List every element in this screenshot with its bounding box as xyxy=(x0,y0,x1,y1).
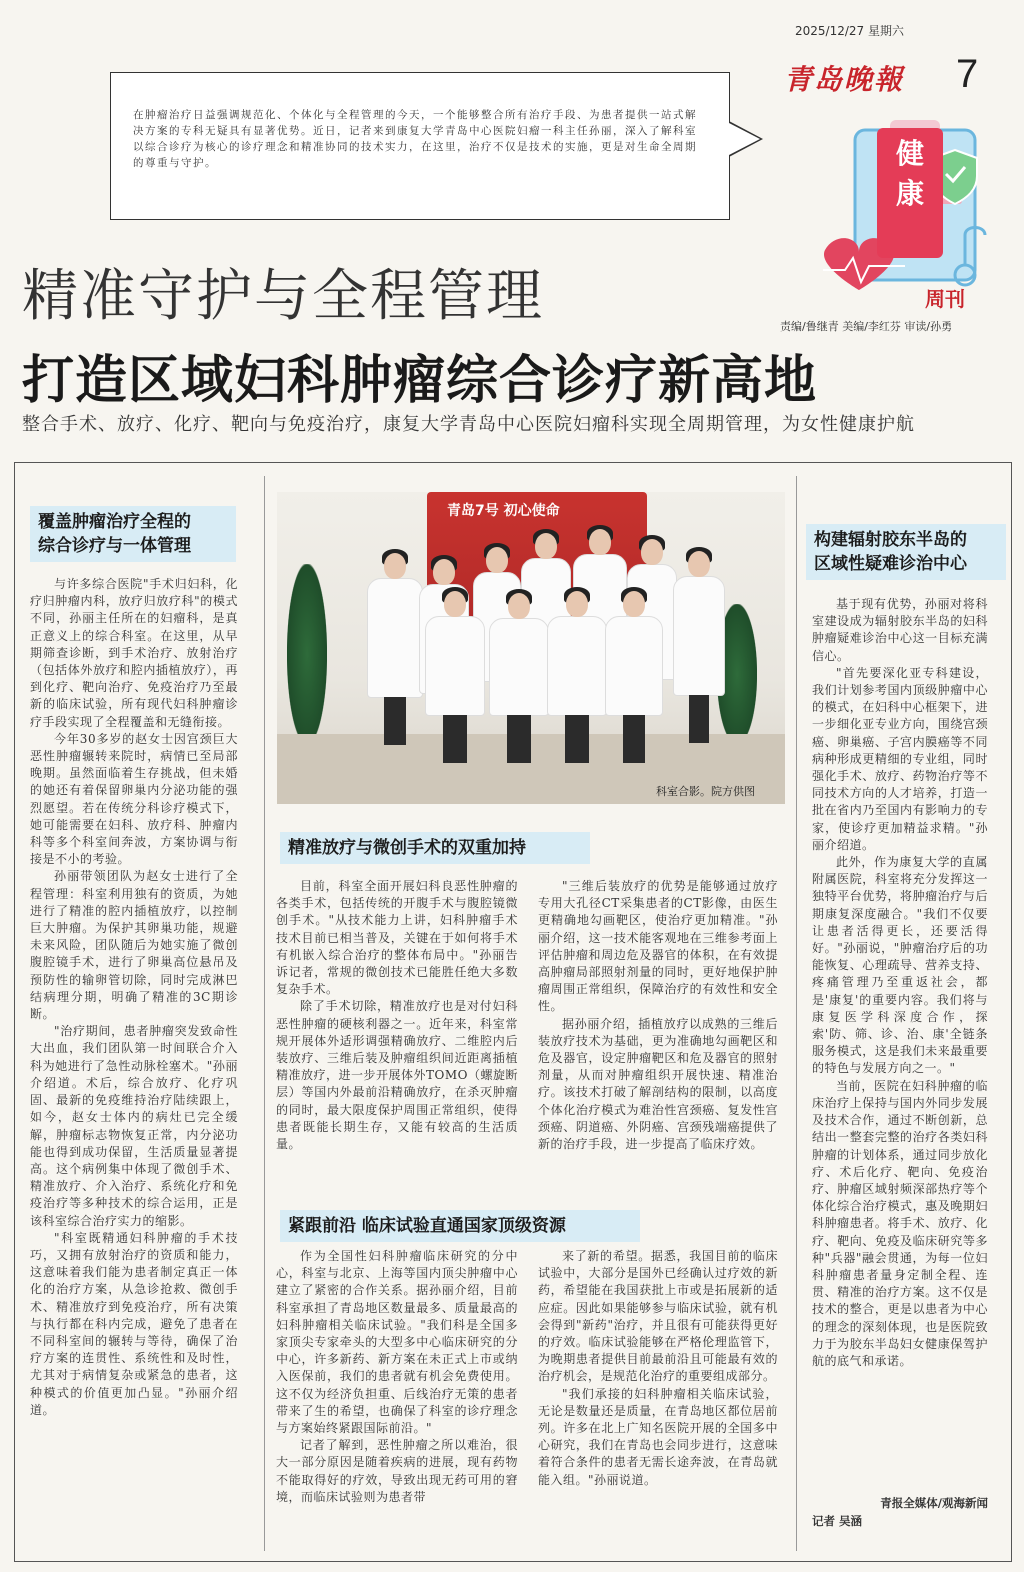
column-divider xyxy=(796,476,797,1551)
paragraph: "三维后装放疗的优势是能够通过放疗专用大孔径CT采集患者的CT影像，由医生更精确地勾画靶区，使治疗更加精准。"孙丽介绍，这一技术能客观地在三维参考面上评估肿瘤和周边危及器官的体积，在有效提高肿瘤局部照射剂量的同时，更好地保护肿瘤周围正常组织，保障治疗的有效性和安全性。 xyxy=(538,879,778,1014)
person-figure xyxy=(367,578,423,698)
section-title-4-line2: 区域性疑难诊治中心 xyxy=(814,554,967,574)
section-title-1-line1: 覆盖肿瘤治疗全程的 xyxy=(38,512,191,532)
paragraph: 孙丽带领团队为赵女士进行了全程管理：科室利用独有的资质，为她进行了精准的腔内插植放疗，以控制巨大肿瘤。为保护其卵巢功能，规避未来风险，团队随后为她实施了微创腹腔镜手术，进行了卵巢高位悬吊及预防性的输卵管切除，同时完成淋巴结病理分期，明确了精准的3C期诊断。 xyxy=(30,869,238,1022)
newspaper-logo: 青岛晚報 xyxy=(784,63,905,96)
section-title-2: 精准放疗与微创手术的双重加持 xyxy=(280,832,590,864)
section-3-left-text xyxy=(276,1248,518,1540)
paragraph: "首先要深化亚专科建设，我们计划参考国内顶级肿瘤中心的模式，在妇科中心框架下，进一步细化亚专业方向，围绕宫颈癌、卵巢癌、子宫内膜癌等不同病种形成更精细的专业组，同时强化手术、放疗、药物治疗等不同技术方向的人才培养，打造一批在省内乃至国内有影响力的专家，使诊疗更加精益求精。"孙丽介绍道。 xyxy=(812,665,988,852)
person-figure xyxy=(605,616,663,716)
weekly-label: 周刊 xyxy=(925,287,965,311)
paragraph: 此外，作为康复大学的直属附属医院，科室将充分发挥这一独特平台优势，将肿瘤治疗与后期康复深度融合。"我们不仅要让患者活得更长，还要活得好。"孙丽说，"肿瘤治疗后的功能恢复、心理疏导、营养支持、疼痛管理乃至重返社会，都是'康复'的重要内容。我们将与康复医学科深度合作，探索'防、筛、诊、治、康'全链条服务模式，这是我们未来最重要的特色与发展方向之一。" xyxy=(812,855,988,1076)
byline-outlet: 青报全媒体/观海新闻 xyxy=(880,1496,988,1510)
section-title-4-line1: 构建辐射胶东半岛的 xyxy=(814,530,967,550)
section-title-1 xyxy=(30,506,236,562)
deck-subtitle: 整合手术、放疗、化疗、靶向与免疫治疗，康复大学青岛中心医院妇瘤科实现全周期管理，为女性健康护航 xyxy=(22,414,915,435)
intro-box xyxy=(110,72,730,220)
photo-slogan: 青岛7号 初心使命 xyxy=(447,503,560,519)
section-4-text xyxy=(812,596,988,1472)
section-1-text xyxy=(30,576,238,1534)
page-number: 7 xyxy=(956,52,979,96)
byline-reporter: 记者 吴涵 xyxy=(812,1514,863,1528)
paragraph: "我们承接的妇科肿瘤相关临床试验，无论是数量还是质量，在青岛地区都位居前列。许多在北上广知名医院开展的全国多中心研究，我们在青岛也会同步进行，这意味着符合条件的患者无需长途奔波，在青岛就能入组。"孙丽说道。 xyxy=(538,1386,778,1487)
person-figure xyxy=(547,616,607,716)
column-divider xyxy=(264,476,265,1551)
paragraph: 除了手术切除，精准放疗也是对付妇科恶性肿瘤的硬核利器之一。近年来，科室常规开展体外适形调强精确放疗、二维腔内后装放疗、三维后装及肿瘤组织间近距离插植精准放疗，进一步开展体外TOMO（螺旋断层）等国内外最前沿精确放疗，在杀灭肿瘤的同时，最大限度保护周围正常组织，使得患者既能长期生存，又能有较高的生活质量。 xyxy=(276,999,518,1152)
person-figure xyxy=(425,616,485,716)
paragraph: 目前，科室全面开展妇科良恶性肿瘤的各类手术，包括传统的开腹手术与腹腔镜微创手术。"从技术能力上讲，妇科肿瘤手术技术目前已相当普及，关键在于如何将手术有机嵌入综合治疗的整体布局中。"孙丽告诉记者，常规的微创技术已能胜任绝大多数复杂手术。 xyxy=(276,879,518,997)
issue-date: 2025/12/27 星期六 xyxy=(795,24,904,38)
paragraph: 来了新的希望。据悉，我国目前的临床试验中，大部分是国外已经确认过疗效的新药，希望能在我国获批上市或是拓展新的适应症。因此如果能够参与临床试验，就有机会得到"新药"治疗，并且很有可能获得更好的疗效。临床试验能够在严格伦理监管下，为晚期患者提供目前最前沿且可能最有效的治疗机会，是规范化治疗的重要组成部分。 xyxy=(538,1249,778,1384)
intro-text: 在肿瘤治疗日益强调规范化、个体化与全程管理的今天，一个能够整合所有治疗手段、为患者提供一站式解决方案的专科无疑具有显著优势。近日，记者来到康复大学青岛中心医院妇瘤一科主任孙丽，深入了解科室以综合诊疗为核心的诊疗理念和精准协同的技术实力，在这里，治疗不仅是技术的实施，更是对生命全周期的尊重与守护。 xyxy=(133,109,697,169)
person-figure xyxy=(673,576,725,696)
section-title-3: 紧跟前沿 临床试验直通国家顶级资源 xyxy=(280,1210,640,1242)
paragraph: "治疗期间，患者肿瘤突发致命性大出血，我们团队第一时间联合介入科为她进行了急性动脉栓塞术。"孙丽介绍道。术后，综合放疗、化疗巩固、最新的免疫维持治疗陆续跟上，如今，赵女士体内的病灶已完全缓解，肿瘤标志物恢复正常，内分泌功能也得到成功保留，生活质量显著提高。这个病例集中体现了微创手术、精准放疗、介入治疗、系统化疗和免疫治疗等多种技术的综合运用，正是该科室综合治疗实力的缩影。 xyxy=(30,1024,238,1228)
headline-line2: 打造区域妇科肿瘤综合诊疗新高地 xyxy=(22,351,818,411)
editor-credits: 责编/鲁继青 美编/李红芬 审读/孙勇 xyxy=(780,320,953,333)
paragraph: 基于现有优势，孙丽对将科室建设成为辐射胶东半岛的妇科肿瘤疑难诊治中心这一目标充满信心。 xyxy=(812,597,988,663)
plant-icon xyxy=(287,564,327,744)
section-2-left-text xyxy=(276,878,518,1198)
reporter-byline xyxy=(812,1494,988,1530)
health-char-1: 健 xyxy=(895,137,924,170)
headline-line1: 精准守护与全程管理 xyxy=(22,264,544,329)
photo-caption: 科室合影。院方供图 xyxy=(656,785,755,798)
paragraph: "科室既精通妇科肿瘤的手术技巧，又拥有放射治疗的资质和能力，这意味着我们能为患者制定真正一体化的治疗方案，从急诊抢救、微创手术、精准放疗到免疫治疗，所有决策与执行都在科内完成，避免了患者在不同科室间的辗转与等待，确保了治疗方案的连贯性、系统性和及时性，尤其对于病情复杂或紧急的患者，这种模式的价值更加凸显。"孙丽介绍道。 xyxy=(30,1230,238,1417)
health-illustration xyxy=(815,100,1005,310)
paragraph: 记者了解到，恶性肿瘤之所以难治，很大一部分原因是随着疾病的进展，现有药物不能取得好的疗效，导致出现无药可用的窘境，而临床试验则为患者带 xyxy=(276,1438,518,1504)
paragraph: 作为全国性妇科肿瘤临床研究的分中心，科室与北京、上海等国内顶尖肿瘤中心建立了紧密的合作关系。据孙丽介绍，目前科室承担了青岛地区数量最多、质量最高的妇科肿瘤相关临床试验。"我们科是全国多家顶尖专家牵头的大型多中心临床研究的分中心，许多新药、新方案在未正式上市或纳入医保前，我们的患者就有机会免费使用。这不仅为经济负担重、后线治疗无策的患者带来了生的希望，也确保了科室的诊疗理念与方案始终紧跟国际前沿。" xyxy=(276,1249,518,1436)
paragraph: 今年30多岁的赵女士因宫颈巨大恶性肿瘤辗转来院时，病情已至局部晚期。虽然面临着生存挑战，但未婚的她还有着保留卵巢内分泌功能的强烈愿望。若在传统分科诊疗模式下，她可能需要在妇科、放疗科、肿瘤内科等多个科室间奔波，方案协调与衔接是不小的考验。 xyxy=(30,731,238,867)
paragraph: 据孙丽介绍，插植放疗以成熟的三维后装放疗技术为基础，更为准确地勾画靶区和危及器官，设定肿瘤靶区和危及器官的照射剂量，从而对肿瘤组织开展快速、精准治疗。该技术打破了解剖结构的限制，以高度个体化治疗模式为难治性宫颈癌、复发性宫颈癌、阴道癌、外阴癌、宫颈残端癌提供了新的治疗手段，进一步提高了临床疗效。 xyxy=(538,1016,778,1152)
section-title-4 xyxy=(806,524,1006,580)
section-2-right-text xyxy=(538,878,778,1198)
paragraph: 当前，医院在妇科肿瘤的临床治疗上保持与国内外同步发展及技术合作，通过不断创新，总结出一整套完整的治疗各类妇科肿瘤的计划体系，通过同步放化疗、术后化疗、靶向、免疫治疗、肿瘤区域射频深部热疗等个体化综合治疗模式，惠及晚期妇科肿瘤患者。将手术、放疗、化疗、靶向、免疫及临床研究等多种"兵器"融会贯通，为每一位妇科肿瘤患者量身定制全程、连贯、精准的治疗方案。这不仅是技术的整合，更是以患者为中心的理念的深刻体现，也是医院致力于为胶东半岛妇女健康保驾护航的底气和承诺。 xyxy=(812,1078,988,1368)
team-photo xyxy=(277,492,785,804)
section-3-right-text xyxy=(538,1248,778,1540)
health-section-tag xyxy=(877,128,943,258)
health-char-2: 康 xyxy=(895,177,924,210)
person-figure xyxy=(489,618,549,716)
section-title-1-line2: 综合诊疗与一体管理 xyxy=(38,536,191,556)
paragraph: 与许多综合医院"手术归妇科，化疗归肿瘤内科，放疗归放疗科"的模式不同，孙丽主任所在的妇瘤科，是真正意义上的综合科室。在这里，从早期筛查诊断，到手术治疗、放射治疗（包括体外放疗和腔内插植放疗），再到化疗、靶向治疗、免疫治疗乃至最新的临床试验，所有现代妇科肿瘤诊疗手段实现了全程覆盖和无缝衔接。 xyxy=(30,577,238,729)
